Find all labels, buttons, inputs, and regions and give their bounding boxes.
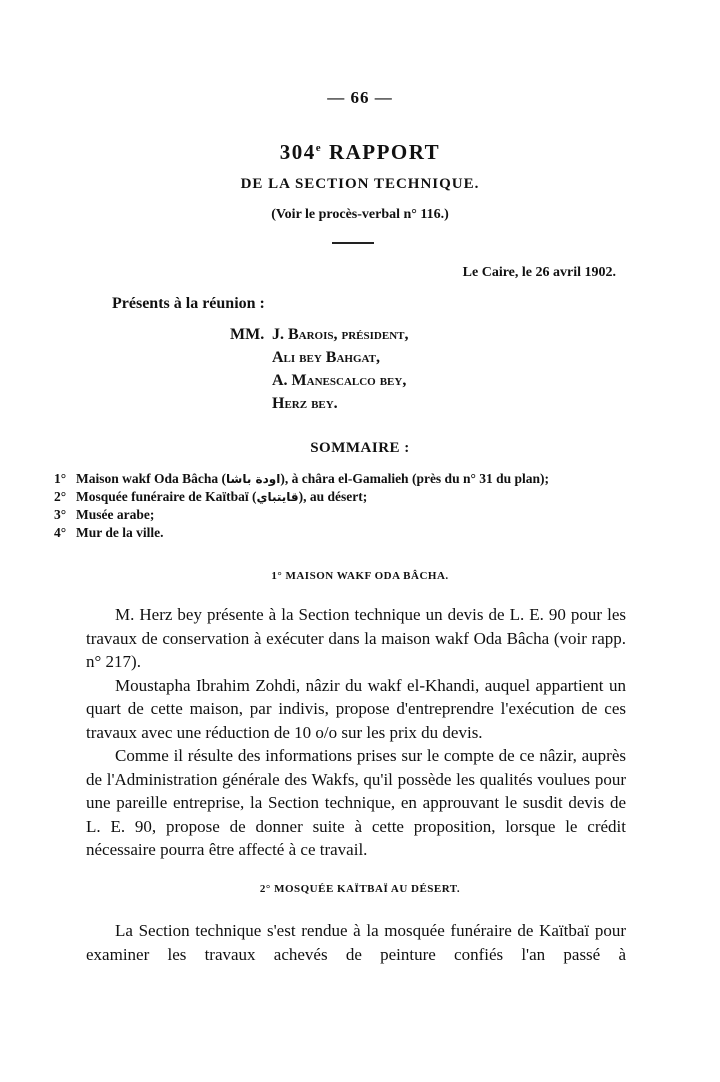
summary-item: 4° Mur de la ville.: [54, 525, 164, 540]
section-heading: 2° MOSQUÉE KAÏTBAÏ AU DÉSERT.: [259, 883, 461, 895]
member: Herz bey.: [272, 395, 338, 412]
divider-rule: [332, 242, 374, 244]
arabic-name: اودة باشا: [226, 472, 281, 486]
arabic-name: قايتباي: [256, 490, 299, 504]
report-title: [0, 140, 720, 165]
section-body: [86, 919, 626, 966]
summary-item: 1° Maison wakf Oda Bâcha (اودة باشا), à châra el-Gamalieh (près du n° 31 du plan);: [54, 471, 550, 486]
paragraph: M. Herz bey présente à la Section technique un devis de L. E. 90 pour les travaux de conservation à exécuter dans la maison wakf Oda Bâcha (voir rapp. n° 217).: [86, 605, 626, 671]
dateline: Le Caire, le 26 avril 1902.: [462, 265, 616, 280]
members-prefix: MM.: [230, 326, 265, 343]
section-body: [86, 603, 626, 862]
attendance-label: Présents à la réunion :: [112, 295, 265, 312]
attendance-list: [230, 323, 408, 415]
section-heading: 1° MAISON WAKF ODA BÂCHA.: [271, 570, 449, 582]
member: J. Barois, président,: [272, 326, 409, 343]
report-word: RAPPORT: [322, 140, 441, 164]
summary-list: [54, 470, 549, 542]
member: Ali bey Bahgat,: [272, 349, 380, 366]
paragraph: Moustapha Ibrahim Zohdi, nâzir du wakf el-Khandi, auquel appartient un quart de cette maison, par indivis, propose d'entreprendre l'exécution de ces travaux avec une réduction de 10 o/o sur les prix du devis.: [86, 675, 626, 742]
summary-item: 3° Musée arabe;: [54, 507, 155, 522]
member: A. Manescalco bey,: [272, 372, 407, 389]
report-number: 304: [279, 140, 316, 164]
ordinal-suffix: e: [315, 142, 323, 154]
summary-heading: SOMMAIRE :: [310, 440, 410, 456]
report-subtitle: DE LA SECTION TECHNIQUE.: [240, 176, 480, 192]
paragraph: Comme il résulte des informations prises sur le compte de ce nâzir, auprès de l'Administration générale des Wakfs, qu'il possède les qualités voulues pour une pareille entreprise, la Section technique, en approuvant le susdit devis de L. E. 90, propose de donner suite à cette proposition, lorsque le crédit nécessaire pourra être affecté à ce travail.: [86, 746, 626, 859]
summary-item: 2° Mosquée funéraire de Kaïtbaï (قايتباي), au désert;: [54, 489, 368, 504]
page-number: — 66 —: [327, 88, 393, 107]
paragraph: La Section technique s'est rendue à la mosquée funéraire de Kaïtbaï pour examiner les travaux achevés de peinture confiés l'an passé à: [86, 921, 626, 964]
minutes-reference: (Voir le procès-verbal n° 116.): [271, 207, 449, 222]
